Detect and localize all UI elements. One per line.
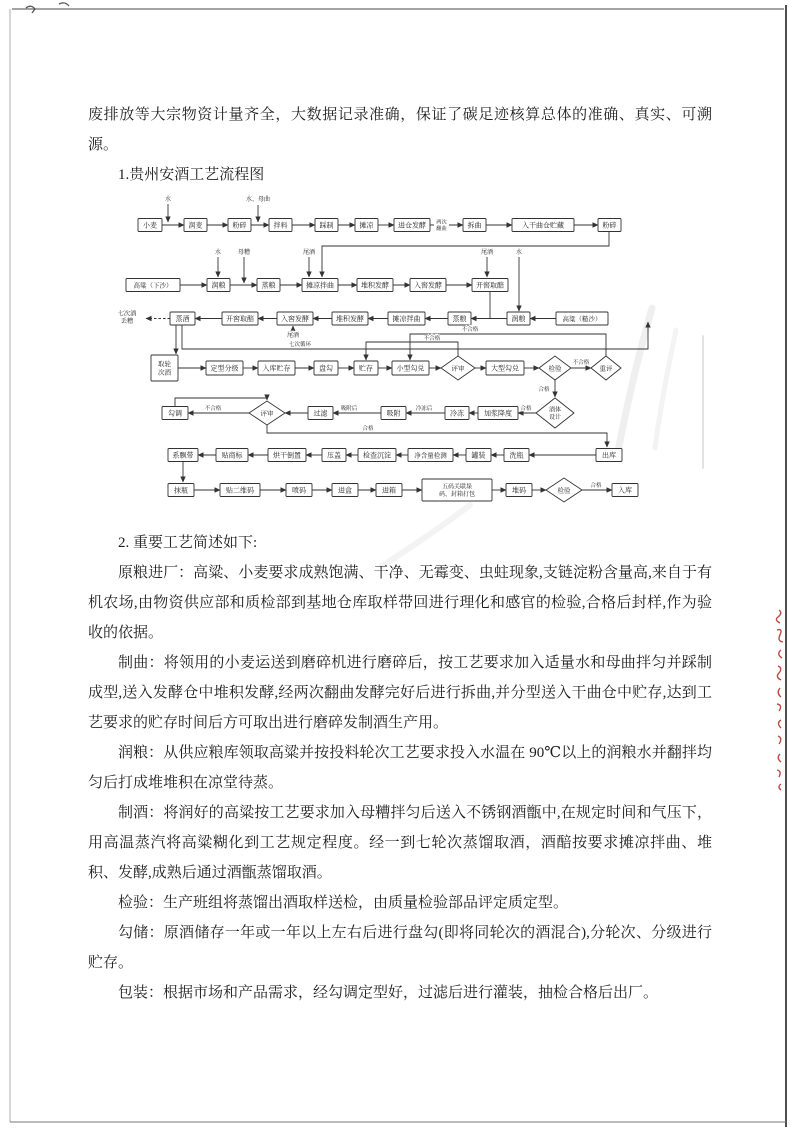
- flow-node-small-blend: [392, 361, 429, 375]
- svg-text:粉碎: 粉碎: [602, 222, 617, 230]
- flow-node-cool-mix-qu-2: [388, 312, 425, 325]
- svg-text:吸附: 吸附: [386, 410, 401, 418]
- flow-node-crush-2: [598, 219, 621, 232]
- svg-text:洗瓶: 洗瓶: [509, 452, 524, 460]
- svg-text:评审: 评审: [451, 365, 465, 373]
- process-paragraph: 原粮进厂：高粱、小麦要求成熟饱满、干净、无霉变、虫蛀现象,支链淀粉含量高,来自于有机农场,由物资供应部和质检部到基地仓库取样带回进行理化和感官的检验,合格后封样,作为验收的依据。: [88, 565, 712, 641]
- flow-edge-label: 水、母曲: [245, 197, 271, 203]
- svg-text:堆积发酵: 堆积发酵: [361, 282, 389, 290]
- svg-text:高粱（下沙）: 高粱（下沙）: [133, 282, 173, 290]
- figure-caption: 1.贵州安酒工艺流程图: [118, 167, 265, 183]
- flow-edge-label: 合格: [362, 426, 374, 432]
- flow-edge: [182, 322, 648, 349]
- svg-text:润粮: 润粮: [511, 315, 526, 323]
- svg-text:七次酒丢糟: 七次酒丢糟: [117, 310, 137, 326]
- svg-text:进盒: 进盒: [338, 487, 352, 495]
- svg-text:开窖取醅: 开窖取醅: [226, 315, 254, 323]
- svg-text:拆曲: 拆曲: [467, 222, 482, 230]
- svg-text:贴二维码: 贴二维码: [226, 487, 254, 495]
- flow-edge-label: 尾酒: [302, 250, 316, 256]
- flow-node-review-1: [441, 356, 475, 380]
- flow-node-store-in-warehouse: [258, 361, 295, 375]
- svg-text:摊凉拌曲: 摊凉拌曲: [392, 315, 421, 323]
- flow-node-press-cap: [322, 449, 346, 462]
- flow-node-dismantle-qu: [463, 219, 486, 232]
- flow-node-fill-bottle: [466, 449, 491, 462]
- flow-node-storage: [354, 361, 378, 375]
- flow-node-spread-cool: [355, 219, 378, 232]
- flow-node-check-sediment: [358, 449, 396, 462]
- svg-text:入干曲仓贮藏: 入干曲仓贮藏: [522, 222, 564, 230]
- flow-node-moisten-grain-1: [207, 279, 230, 292]
- flow-edge-label: 尾酒: [480, 250, 494, 256]
- flow-node-classify-grade: [206, 361, 243, 375]
- flow-edge-label: 不合格: [204, 406, 222, 412]
- process-paragraph: 制曲：将领用的小麦运送到磨碎机进行磨碎后，按工艺要求加入适量水和母曲拌匀并踩制成型,送入发酵仓中堆积发酵,经两次翻曲发酵完好后进行拆曲,并分型送入干曲仓中贮存,达到工艺要求的贮存时间后方可取出进行磨碎发制酒生产用。: [88, 655, 712, 731]
- flow-node-pan-blend: [314, 361, 338, 375]
- svg-text:罐装: 罐装: [471, 452, 486, 460]
- flow-node-wipe-bottle: [168, 484, 194, 497]
- svg-text:评审: 评审: [260, 410, 274, 418]
- process-paragraphs: [88, 558, 712, 1008]
- intro-paragraph: 废排放等大宗物资计量齐全，大数据记录准确，保证了碳足迹核算总体的准确、真实、可溯源。: [88, 107, 712, 153]
- flow-node-attach-label: [216, 449, 248, 462]
- svg-text:开窖取醅: 开窖取醅: [476, 282, 504, 290]
- flow-node-moisten-grain-2: [507, 312, 530, 325]
- flow-node-sorghum-xiasha: [126, 279, 180, 292]
- svg-text:检查沉淀: 检查沉淀: [363, 452, 391, 460]
- flow-node-large-blend: [486, 361, 524, 375]
- flow-edge-label: 合格: [590, 483, 602, 489]
- svg-text:出库: 出库: [602, 452, 616, 460]
- flow-node-crush-1: [228, 219, 251, 232]
- flow-node-into-carton: [376, 484, 402, 497]
- svg-text:入库贮存: 入库贮存: [262, 365, 291, 373]
- flow-edge-label: 冷冻后: [415, 406, 433, 412]
- svg-text:抹瓶: 抹瓶: [174, 487, 188, 495]
- svg-text:盘勾: 盘勾: [319, 365, 333, 373]
- svg-text:大型勾兑: 大型勾兑: [491, 365, 519, 373]
- section-title: 2. 重要工艺简述如下:: [118, 535, 258, 551]
- flow-node-filter: [308, 407, 333, 420]
- flow-edge-label: 水: [515, 250, 523, 256]
- flow-edge-label: 水: [214, 250, 222, 256]
- flow-node-round-liquor: [151, 355, 178, 381]
- flow-node-dry-qu-store: [512, 219, 574, 232]
- flow-edge-label: 合格: [520, 406, 532, 412]
- svg-text:检验: 检验: [548, 365, 562, 373]
- flow-node-pit-ferment-1: [410, 279, 446, 292]
- svg-text:润粮: 润粮: [211, 282, 226, 290]
- flow-node-open-pit-1: [472, 279, 508, 292]
- flow-node-stack-ferment-2: [332, 312, 368, 325]
- svg-text:五码关联垛码、封箱打包: 五码关联垛码、封箱打包: [438, 484, 476, 498]
- svg-text:入窖发酵: 入窖发酵: [414, 282, 442, 290]
- svg-text:取轮次酒: 取轮次酒: [158, 361, 171, 377]
- intro-block: [88, 100, 712, 190]
- flow-edge-label: 七次循环: [288, 342, 312, 348]
- flow-edge-label: 母糟: [237, 250, 251, 256]
- svg-text:踩制: 踩制: [319, 222, 334, 230]
- flow-edge-label: 尾酒: [286, 333, 300, 339]
- svg-text:过滤: 过滤: [313, 410, 328, 418]
- flow-edge: [322, 232, 609, 277]
- flow-node-steam-grain-1: [257, 279, 280, 292]
- flow-node-liquor-body-design: [536, 398, 574, 428]
- svg-text:贴商标: 贴商标: [221, 452, 243, 460]
- flow-node-wash-bottle: [504, 449, 529, 462]
- flow-node-into-box: [332, 484, 358, 497]
- flow-edge-label: 不合格: [572, 360, 590, 366]
- flow-node-tie-ribbon: [168, 449, 198, 462]
- svg-text:拌料: 拌料: [273, 222, 288, 230]
- flow-node-out-warehouse: [596, 449, 622, 462]
- flow-node-inspect-2: [546, 478, 582, 502]
- svg-text:高粱（糙沙）: 高粱（糙沙）: [562, 315, 602, 323]
- flow-node-distill-liquor: [170, 312, 195, 325]
- red-stamp-annotation: [776, 610, 783, 790]
- svg-text:烘干倒置: 烘干倒置: [273, 452, 301, 460]
- flow-edge-label: 不合格: [461, 327, 479, 333]
- flow-node-pit-ferment-2: [277, 312, 313, 325]
- svg-text:蒸酒: 蒸酒: [175, 315, 190, 323]
- flow-node-steam-grain-2: [448, 312, 471, 325]
- flow-node-two-turns-note: [434, 217, 449, 232]
- svg-text:进仓发酵: 进仓发酵: [398, 222, 426, 230]
- svg-text:摊凉: 摊凉: [359, 222, 374, 230]
- flowchart-nodes: [112, 217, 638, 502]
- svg-text:进箱: 进箱: [382, 487, 396, 495]
- flow-edge-label: 水: [164, 197, 172, 203]
- svg-text:贮存: 贮存: [359, 365, 373, 373]
- flow-node-add-water-reduce: [478, 407, 518, 420]
- flow-node-into-warehouse: [612, 484, 638, 497]
- flow-node-review-2: [249, 401, 285, 425]
- flow-node-freeze: [445, 407, 469, 420]
- flow-node-inspect-1: [539, 356, 571, 380]
- svg-text:蒸粮: 蒸粮: [261, 282, 276, 290]
- svg-text:喷码: 喷码: [292, 487, 306, 495]
- flow-edge: [175, 398, 267, 406]
- flow-node-qr-code: [220, 484, 260, 497]
- svg-text:入窖发酵: 入窖发酵: [281, 315, 309, 323]
- flow-node-warehouse-ferment: [394, 219, 430, 232]
- flow-node-dry-invert: [268, 449, 306, 462]
- svg-text:小型勾兑: 小型勾兑: [396, 365, 425, 373]
- flow-node-stack-ferment-1: [357, 279, 393, 292]
- svg-text:系飘带: 系飘带: [172, 452, 194, 460]
- flow-edge-label: 吸附后: [340, 406, 358, 412]
- process-paragraph: 检验：生产班组将蒸馏出酒取样送检，由质量检验部品评定质定型。: [118, 895, 569, 911]
- svg-text:净含量检测: 净含量检测: [414, 452, 447, 460]
- svg-text:小麦: 小麦: [143, 222, 157, 230]
- svg-text:加浆降度: 加浆降度: [484, 410, 512, 418]
- flow-node-open-pit-2: [222, 312, 258, 325]
- flow-node-seven-rounds-note: [112, 306, 142, 328]
- flow-node-mix-material: [269, 219, 292, 232]
- svg-text:勾调: 勾调: [168, 410, 182, 418]
- flow-node-adsorb: [381, 407, 406, 420]
- flowchart-edges: [146, 204, 648, 490]
- flow-node-spray-code: [286, 484, 312, 497]
- flow-edge-label: 不合格: [423, 336, 441, 342]
- flow-node-sorghum-caosha: [556, 312, 608, 325]
- svg-text:重评: 重评: [599, 365, 613, 373]
- process-paragraph: 勾储：原酒储存一年或一年以上左右后进行盘勾(即将同轮次的酒混合),分轮次、分级进行贮存。: [88, 925, 712, 971]
- process-paragraph: 制酒：将润好的高粱按工艺要求加入母糟拌匀后送入不锈钢酒甑中,在规定时间和气压下，用高温蒸汽将高粱糊化到工艺规定程度。经一到七轮次蒸馏取酒，酒醅按要求摊凉拌曲、堆积、发酵,成熟后通过酒甑蒸馏取酒。: [88, 805, 712, 881]
- process-paragraph: 润粮：从供应粮库领取高粱并按投料轮次工艺要求投入水温在 90℃以上的润粮水并翻拌均匀后打成堆堆积在凉堂待蒸。: [88, 745, 712, 791]
- svg-text:入库: 入库: [618, 487, 632, 495]
- flow-node-moisten-wheat: [184, 219, 207, 232]
- flow-node-net-content-check: [408, 449, 453, 462]
- svg-text:堆积发酵: 堆积发酵: [336, 315, 364, 323]
- flow-node-five-code-pack: [422, 479, 492, 501]
- svg-text:冷冻: 冷冻: [450, 410, 464, 418]
- flow-edge-label: 合格: [538, 387, 550, 393]
- svg-text:润麦: 润麦: [188, 222, 203, 230]
- svg-text:两次翻曲: 两次翻曲: [436, 219, 447, 233]
- svg-text:蒸粮: 蒸粮: [452, 315, 467, 323]
- flow-node-stack-code: [506, 484, 532, 497]
- flow-edge: [267, 425, 607, 447]
- svg-text:摊凉拌曲: 摊凉拌曲: [306, 282, 334, 290]
- flow-node-tread-shape: [315, 219, 338, 232]
- svg-text:定型分级: 定型分级: [210, 365, 239, 373]
- svg-text:酒体设计: 酒体设计: [548, 407, 562, 421]
- svg-text:压盖: 压盖: [327, 452, 341, 460]
- scan-corner-marks: [26, 3, 69, 13]
- svg-text:堆码: 堆码: [512, 487, 526, 495]
- flow-node-re-review: [591, 356, 621, 380]
- svg-text:粉碎: 粉碎: [232, 222, 247, 230]
- process-paragraph: 包装：根据市场和产品需求，经勾调定型好，过滤后进行灌装，抽检合格后出厂。: [118, 985, 659, 1001]
- flow-edge: [366, 342, 458, 360]
- flow-node-blend-adjust: [162, 407, 188, 420]
- process-description-block: [88, 528, 712, 1008]
- flow-node-wheat: [138, 219, 162, 232]
- svg-text:检验: 检验: [557, 487, 571, 495]
- flow-node-cool-mix-qu-1: [302, 279, 338, 292]
